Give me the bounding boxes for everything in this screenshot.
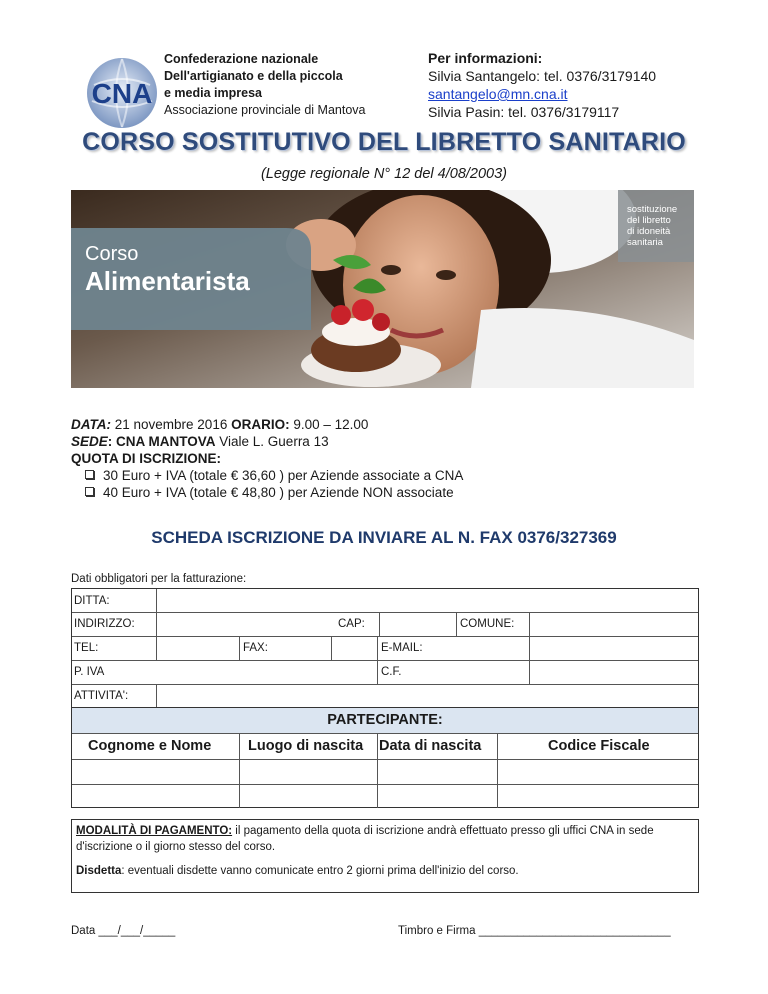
participant-name-field[interactable] (72, 760, 238, 784)
participant-taxcode-field[interactable] (498, 760, 698, 784)
time-label: ORARIO: (231, 417, 290, 432)
piva-field[interactable] (158, 660, 376, 684)
fee-item (71, 484, 463, 501)
fax-field[interactable] (333, 636, 376, 660)
venue-sep: : (107, 434, 117, 449)
banner-tag-1: sostituzione (627, 204, 678, 215)
attivita-field[interactable] (158, 684, 698, 708)
fee-associated: 30 Euro + IVA (totale € 36,60 ) per Aziende associate a CNA (103, 468, 464, 483)
participant-taxcode-field[interactable] (498, 785, 698, 807)
venue-address: Viale L. Guerra 13 (215, 434, 329, 449)
participant-name-field[interactable] (72, 785, 238, 807)
org-line-2: Dell'artigianato e della piccola (164, 69, 343, 83)
fax-title: SCHEDA ISCRIZIONE DA INVIARE AL N. FAX 0376/327369 (151, 528, 617, 547)
fee-non-associated: 40 Euro + IVA (totale € 48,80 ) per Aziende NON associate (103, 485, 454, 500)
participant-header: PARTECIPANTE: (72, 708, 698, 734)
ditta-label: DITTA: (74, 595, 110, 607)
org-line-3: e media impresa (164, 86, 262, 100)
course-banner-image (71, 190, 694, 388)
law-reference: (Legge regionale N° 12 del 4/08/2003) (260, 166, 508, 182)
participant-birthplace-field[interactable] (240, 785, 376, 807)
contact-info (428, 49, 656, 121)
date-value: 21 novembre 2016 (111, 417, 232, 432)
time-value: 9.00 – 12.00 (289, 417, 369, 432)
cap-label: CAP: (338, 618, 365, 630)
page-title: CORSO SOSTITUTIVO DEL LIBRETTO SANITARIO (82, 128, 686, 156)
piva-label: P. IVA (74, 666, 105, 678)
venue-label: SEDE (71, 434, 108, 449)
email-link[interactable]: santangelo@mn.cna.it (428, 86, 568, 102)
comune-field[interactable] (531, 612, 697, 636)
indirizzo-label: INDIRIZZO: (74, 618, 135, 630)
venue-name: CNA MANTOVA (116, 434, 216, 449)
venue-row (71, 433, 463, 450)
participant-birthdate-field[interactable] (378, 785, 496, 807)
cf-field[interactable] (531, 660, 697, 684)
tel-field[interactable] (158, 636, 238, 660)
participant-birthplace-field[interactable] (240, 760, 376, 784)
participant-birthdate-field[interactable] (378, 760, 496, 784)
payment-label: MODALITÀ DI PAGAMENTO: (76, 825, 233, 837)
banner-tag-2: del libretto (627, 215, 671, 226)
col-cognome-nome: Cognome e Nome (88, 738, 212, 754)
billing-form (71, 588, 699, 708)
org-subtitle: Associazione provinciale di Mantova (164, 103, 366, 117)
cancellation-label: Disdetta (76, 865, 122, 877)
date-row (71, 416, 463, 433)
col-luogo-nascita: Luogo di nascita (248, 738, 364, 754)
org-line-1: Confederazione nazionale (164, 52, 319, 66)
payment-text: il pagamento della quota di iscrizione andrà effettuato presso gli uffici CNA in sede d'iscrizione o il giorno stesso del corso. (76, 825, 654, 853)
ditta-field[interactable] (158, 589, 698, 612)
date-signature-field[interactable]: Data ___/___/_____ (71, 925, 176, 937)
fee-label-row (71, 450, 463, 467)
cna-logo (84, 55, 160, 131)
banner-line-1: Corso (85, 243, 139, 265)
email-label: E-MAIL: (381, 642, 423, 654)
banner-line-2: Alimentarista (85, 266, 250, 296)
checkbox-bullet-icon (85, 470, 94, 479)
comune-label: COMUNE: (460, 618, 515, 630)
cf-label: C.F. (381, 666, 402, 678)
cancellation-text: : eventuali disdette vanno comunicate entro 2 giorni prima dell'inizio del corso. (121, 865, 519, 877)
payment-box (71, 819, 699, 893)
mandatory-note: Dati obbligatori per la fatturazione: (71, 573, 247, 585)
svg-text:CNA: CNA (91, 78, 153, 109)
payment-paragraph (76, 823, 694, 855)
info-title: Per informazioni: (428, 50, 543, 66)
fee-label: QUOTA DI ISCRIZIONE: (71, 451, 221, 466)
tel-label: TEL: (74, 642, 99, 654)
fee-item (71, 467, 463, 484)
date-label: DATA: (71, 417, 111, 432)
checkbox-bullet-icon (85, 487, 94, 496)
col-data-nascita: Data di nascita (379, 738, 482, 754)
course-details (71, 416, 463, 501)
stamp-signature-field[interactable]: Timbro e Firma ______________________________ (398, 925, 671, 937)
contact-pasin: Silvia Pasin: tel. 0376/3179117 (428, 104, 620, 120)
cap-field[interactable] (381, 612, 455, 636)
col-codice-fiscale: Codice Fiscale (548, 738, 650, 754)
attivita-label: ATTIVITA': (74, 690, 129, 702)
fax-label: FAX: (243, 642, 268, 654)
banner-tag-4: sanitaria (627, 237, 663, 248)
organization-block (164, 51, 366, 119)
email-field[interactable] (531, 636, 697, 660)
cancellation-paragraph (76, 863, 694, 879)
banner-tag-3: di idoneità (627, 226, 671, 237)
contact-santangelo: Silvia Santangelo: tel. 0376/3179140 (428, 68, 657, 84)
participant-table (71, 707, 699, 808)
